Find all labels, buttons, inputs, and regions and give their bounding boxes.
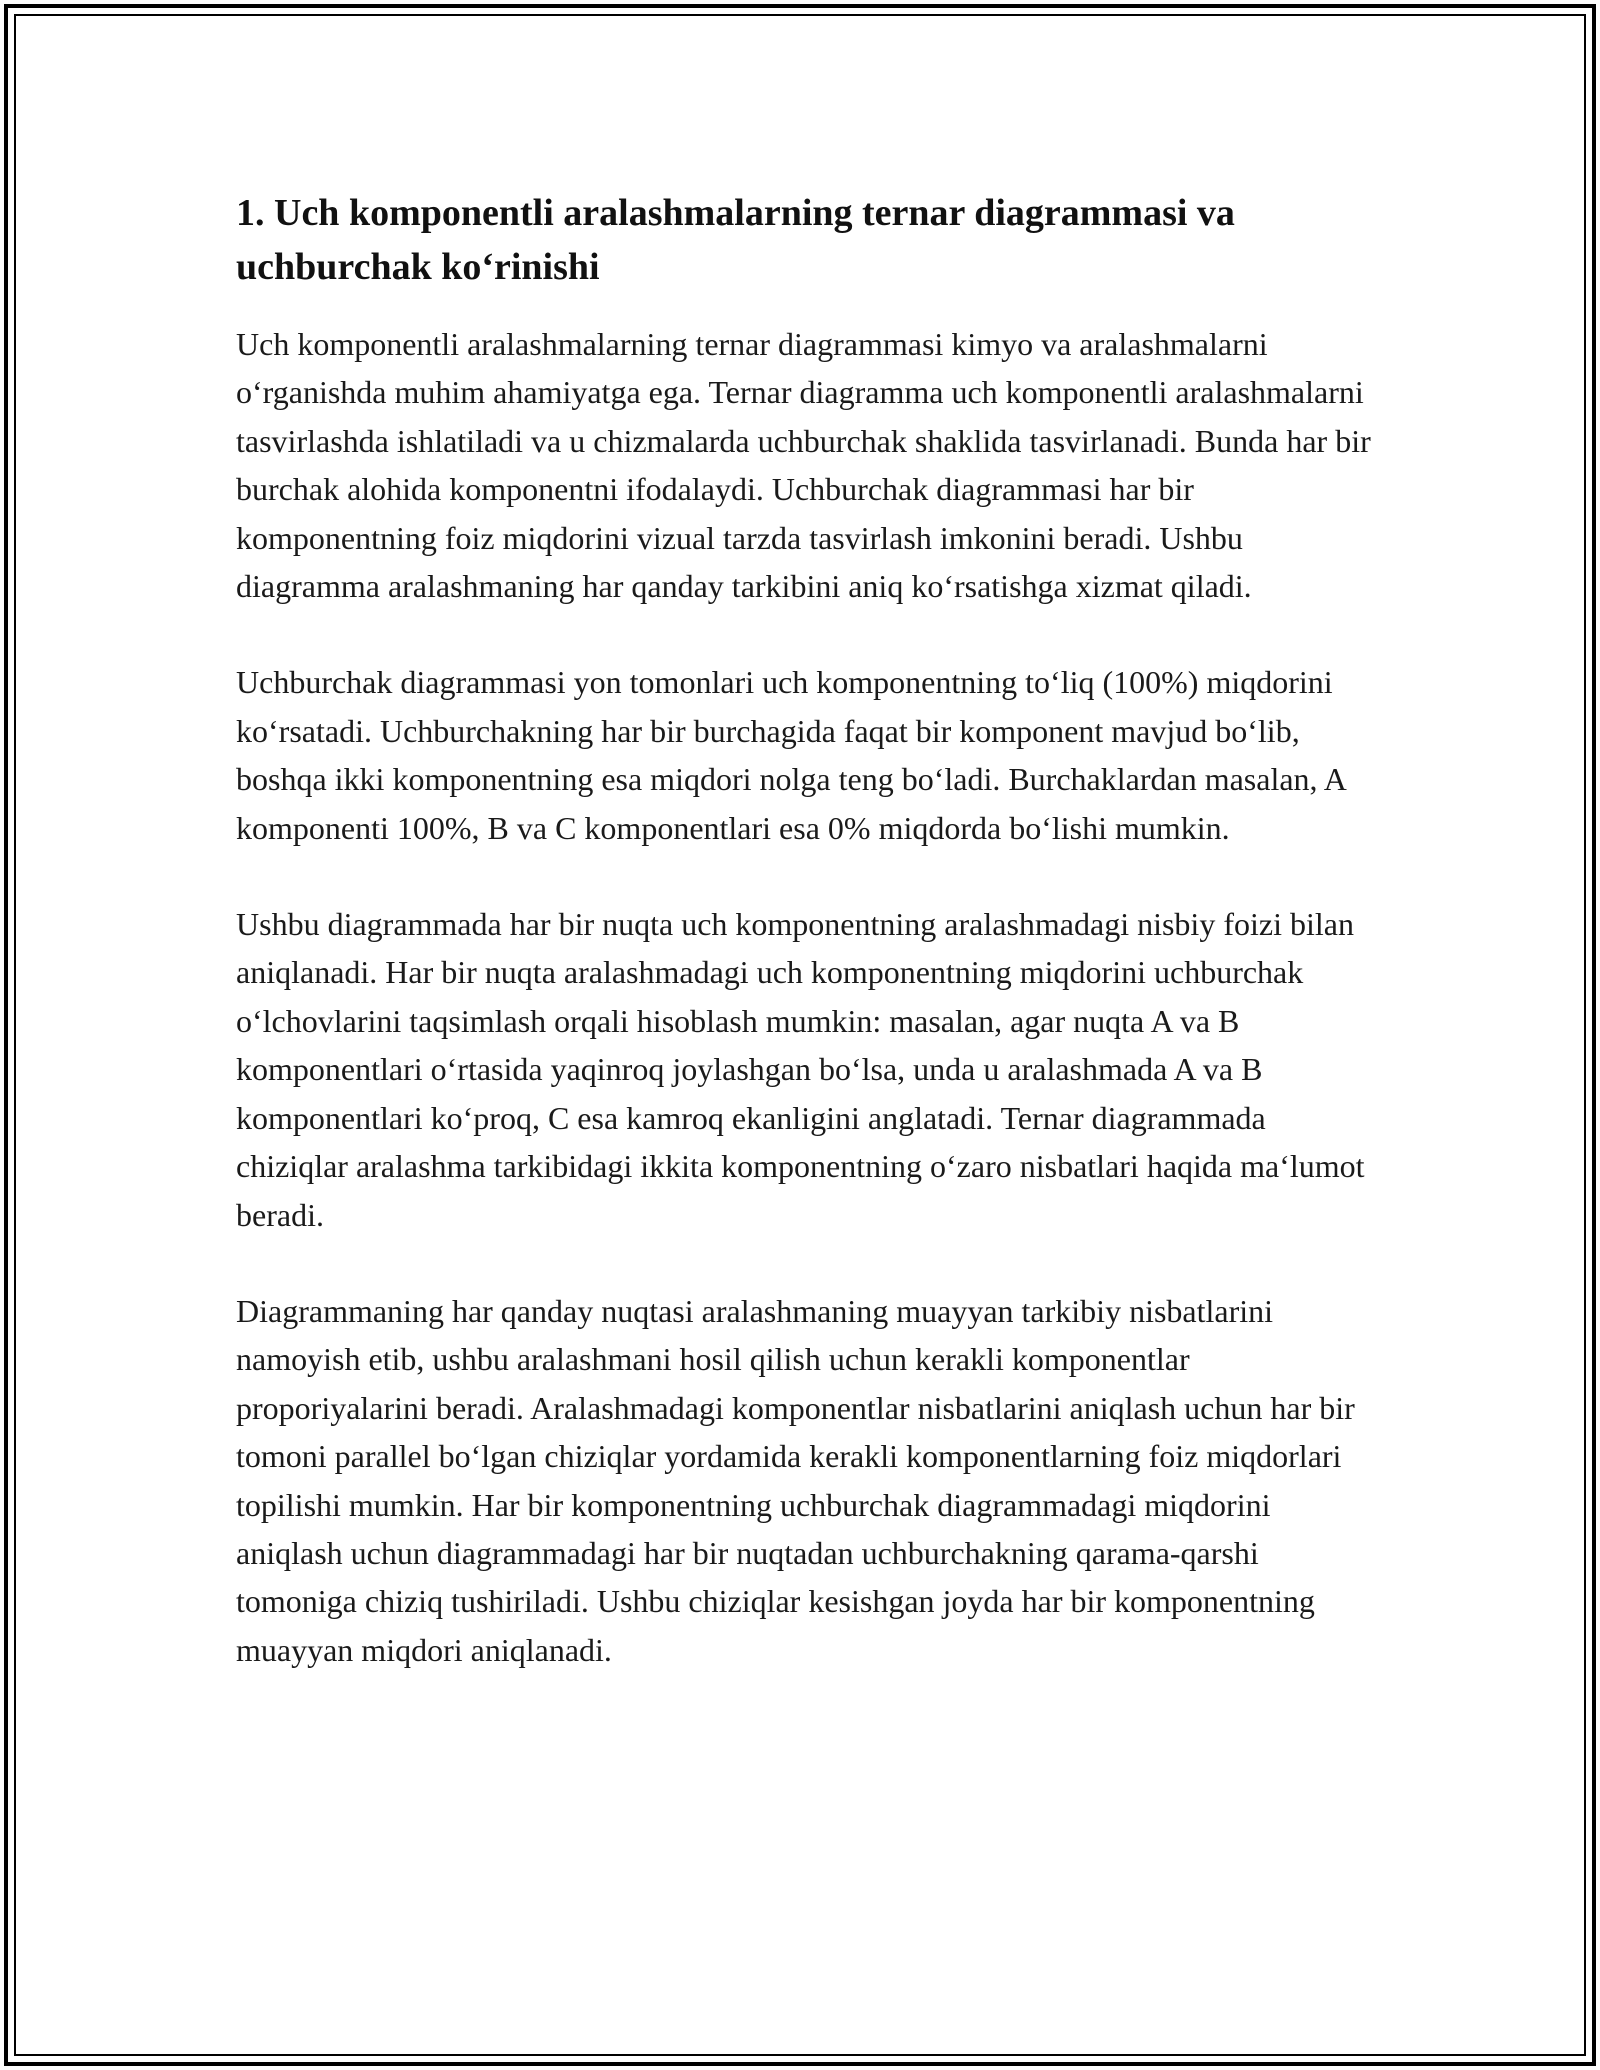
paragraph-2: Uchburchak diagrammasi yon tomonlari uch komponentning toʻliq (100%) miqdorini koʻrsatadi. Uchburchakning har bir burchagida faqat bir komponent mavjud boʻlib, boshqa ikki komponentning esa miqdori nolga teng boʻladi. Burchaklardan masalan, A komponenti 100%, B va C komponentlari esa 0% miqdorda boʻlishi mumkin.	[236, 664, 1346, 846]
document-body	[236, 186, 1376, 1722]
section-heading: 1. Uch komponentli aralashmalarning ternar diagrammasi va uchburchak koʻrinishi	[236, 192, 1235, 288]
paragraph-4: Diagrammaning har qanday nuqtasi aralashmaning muayyan tarkibiy nisbatlarini namoyish etib, ushbu aralashmani hosil qilish uchun kerakli komponentlar proporiyalarini beradi. Aralashmadagi komponentlar nisbatlarini aniqlash uchun har bir tomoni parallel boʻlgan chiziqlar yordamida kerakli komponentlarning foiz miqdorlari topilishi mumkin. Har bir komponentning uchburchak diagrammadagi miqdorini aniqlash uchun diagrammadagi har bir nuqtadan uchburchakning qarama-qarshi tomoniga chiziq tushiriladi. Ushbu chiziqlar kesishgan joyda har bir komponentning muayyan miqdori aniqlanadi.	[236, 1292, 1355, 1668]
paragraph-3: Ushbu diagrammada har bir nuqta uch komponentning aralashmadagi nisbiy foizi bilan aniqlanadi. Har bir nuqta aralashmadagi uch komponentning miqdorini uchburchak oʻlchovlarini taqsimlash orqali hisoblash mumkin: masalan, agar nuqta A va B komponentlari oʻrtasida yaqinroq joylashgan boʻlsa, unda u aralashmada A va B komponentlari koʻproq, C esa kamroq ekanligini anglatadi. Ternar diagrammada chiziqlar aralashma tarkibidagi ikkita komponentning oʻzaro nisbatlari haqida maʻlumot beradi.	[236, 906, 1365, 1233]
paragraph-1: Uch komponentli aralashmalarning ternar diagrammasi kimyo va aralashmalarni oʻrganishda muhim ahamiyatga ega. Ternar diagramma uch komponentli aralashmalarni tasvirlashda ishlatiladi va u chizmalarda uchburchak shaklida tasvirlanadi. Bunda har bir burchak alohida komponentni ifodalaydi. Uchburchak diagrammasi har bir komponentning foiz miqdorini vizual tarzda tasvirlash imkonini beradi. Ushbu diagramma aralashmaning har qanday tarkibini aniq koʻrsatishga xizmat qiladi.	[236, 326, 1371, 605]
